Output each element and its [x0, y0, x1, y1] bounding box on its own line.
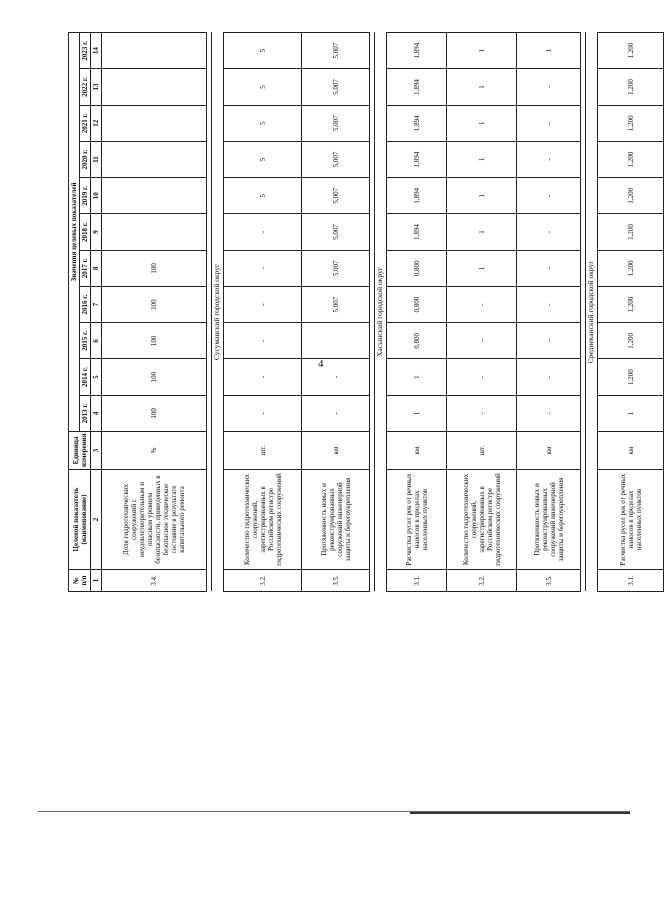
value-cell: 1,200	[598, 323, 664, 359]
value-cell	[102, 33, 207, 69]
value-cell: 1	[447, 141, 517, 177]
value-cell: 5,007	[302, 105, 370, 141]
value-cell	[102, 141, 207, 177]
row-number: 3.5.	[302, 570, 370, 592]
unit-cell: км	[517, 432, 581, 470]
value-cell: 1,200	[598, 105, 664, 141]
value-cell: -	[224, 286, 302, 322]
value-cell: 1	[447, 69, 517, 105]
value-cell: -	[447, 323, 517, 359]
value-cell: -	[302, 395, 370, 431]
value-cell: 1,894	[387, 33, 447, 69]
value-cell: 5,007	[302, 250, 370, 286]
header-year: 2019 г.	[80, 178, 91, 214]
value-cell: 5,007	[302, 286, 370, 322]
header-year: 2018 г.	[80, 214, 91, 250]
value-cell: -	[302, 359, 370, 395]
target-indicators-table	[68, 32, 664, 592]
value-cell: 1	[447, 105, 517, 141]
value-cell: 1,894	[387, 214, 447, 250]
value-cell: 1,894	[387, 178, 447, 214]
value-cell: 100	[102, 250, 207, 286]
value-cell: 1,200	[598, 359, 664, 395]
value-cell: 5	[224, 141, 302, 177]
value-cell: 1	[447, 33, 517, 69]
header-year: 2015 г.	[80, 323, 91, 359]
unit-cell: км	[598, 432, 664, 470]
header-year: 2016 г.	[80, 286, 91, 322]
value-cell: -	[447, 359, 517, 395]
value-cell: 5,007	[302, 141, 370, 177]
header-column-number: 8	[91, 250, 102, 286]
value-cell: 1	[447, 250, 517, 286]
indicator-name: Расчистка русел рек от речных наносов в пределах населенных пунктов	[387, 470, 447, 570]
unit-cell: %	[102, 432, 207, 470]
value-cell: -	[517, 323, 581, 359]
value-cell: -	[517, 105, 581, 141]
header-column-number: 1	[91, 570, 102, 592]
value-cell: 100	[102, 359, 207, 395]
value-cell: 1,200	[598, 141, 664, 177]
header-column-number: 14	[91, 33, 102, 69]
value-cell: 1,200	[598, 214, 664, 250]
indicator-name: Количество гидротехнических сооружений, зарегистрированных в Российском регистре гидротехнических сооружений	[447, 470, 517, 570]
value-cell: -	[517, 69, 581, 105]
value-cell: -	[224, 250, 302, 286]
value-cell: 1,894	[387, 141, 447, 177]
value-cell: 5	[224, 33, 302, 69]
value-cell: 1,894	[387, 69, 447, 105]
indicator-name: Протяженность новых и реконструированных сооружений инженерной защиты и берегоукрепления	[302, 470, 370, 570]
value-cell: 1,200	[598, 69, 664, 105]
value-cell: 1,200	[598, 33, 664, 69]
row-number: 3.2.	[224, 570, 302, 592]
header-column-number: 4	[91, 395, 102, 431]
header-year: 2023 г.	[80, 33, 91, 69]
unit-cell: шт.	[447, 432, 517, 470]
value-cell: 1	[517, 33, 581, 69]
header-column-number: 9	[91, 214, 102, 250]
value-cell: -	[517, 395, 581, 431]
value-cell: 0,800	[387, 323, 447, 359]
value-cell: 1,894	[387, 105, 447, 141]
unit-cell: км	[302, 432, 370, 470]
unit-cell: шт.	[224, 432, 302, 470]
header-year: 2014 г.	[80, 359, 91, 395]
value-cell: -	[517, 250, 581, 286]
header-column-number: 5	[91, 359, 102, 395]
value-cell: -	[224, 395, 302, 431]
section-title: Сусуманский городской округ	[212, 33, 224, 592]
value-cell: -	[517, 359, 581, 395]
value-cell: -	[517, 141, 581, 177]
header-year: 2020 г.	[80, 141, 91, 177]
header-year: 2013 г.	[80, 395, 91, 431]
value-cell	[102, 69, 207, 105]
value-cell: 100	[102, 395, 207, 431]
header-values-group: Значения целевых показателей	[69, 33, 80, 432]
row-number: 3.2.	[447, 570, 517, 592]
value-cell: 5	[224, 105, 302, 141]
value-cell: -	[224, 359, 302, 395]
value-cell: 1,200	[598, 286, 664, 322]
header-year: 2022 г.	[80, 69, 91, 105]
header-unit: Единица измерения	[69, 432, 91, 470]
header-no: № п/п	[69, 570, 91, 592]
indicator-name: Расчистка русел рек от речных наносов в пределах населенных пунктов	[598, 470, 664, 570]
value-cell: 100	[102, 286, 207, 322]
table-row	[447, 33, 517, 592]
header-column-number: 6	[91, 323, 102, 359]
page-number: 4	[318, 358, 324, 370]
value-cell: -	[517, 286, 581, 322]
value-cell: 0,800	[387, 250, 447, 286]
indicator-name: Доля гидротехнических сооружений с неудовлетворительным и опасным уровнем безопасности, приведенных в безопасное техническое состояние в результате капитального ремонта	[102, 470, 207, 570]
table-body	[102, 33, 664, 592]
section-title: Среднеканский городской округ	[586, 33, 598, 592]
row-number: 3.1.	[387, 570, 447, 592]
value-cell: -	[517, 178, 581, 214]
value-cell: 1	[387, 359, 447, 395]
indicator-name: Количество гидротехнических сооружений, зарегистрированных в Российском регистре гидротехнических сооружений	[224, 470, 302, 570]
header-year: 2017 г.	[80, 250, 91, 286]
header-column-number: 13	[91, 69, 102, 105]
value-cell: -	[517, 214, 581, 250]
value-cell: 5	[224, 69, 302, 105]
rotated-table-container	[68, 32, 643, 592]
table-row	[224, 33, 302, 592]
value-cell: 5	[224, 178, 302, 214]
value-cell	[302, 323, 370, 359]
value-cell: 100	[102, 323, 207, 359]
value-cell: 5,007	[302, 214, 370, 250]
header-column-number: 12	[91, 105, 102, 141]
section-title: Хасынский городской округ	[375, 33, 387, 592]
header-year: 2021 г.	[80, 105, 91, 141]
value-cell	[102, 214, 207, 250]
row-number: 3.5.	[517, 570, 581, 592]
section-row	[586, 33, 598, 592]
header-column-number: 3	[91, 432, 102, 470]
table-row	[517, 33, 581, 592]
header-column-numbers-row	[91, 33, 102, 592]
value-cell	[102, 105, 207, 141]
value-cell: 5,007	[302, 69, 370, 105]
value-cell: 1,200	[598, 250, 664, 286]
row-number: 3.1.	[598, 570, 664, 592]
section-row	[375, 33, 387, 592]
header-column-number: 2	[91, 470, 102, 570]
value-cell: 5,007	[302, 178, 370, 214]
header-column-number: 7	[91, 286, 102, 322]
value-cell: 0,800	[387, 286, 447, 322]
header-column-number: 10	[91, 178, 102, 214]
value-cell: 1	[387, 395, 447, 431]
value-cell: -	[447, 286, 517, 322]
indicator-name: Протяженность новых и реконструированных сооружений инженерной защиты и берегоукрепления	[517, 470, 581, 570]
table-row	[302, 33, 370, 592]
value-cell: 5,007	[302, 33, 370, 69]
row-number: 3.4.	[102, 570, 207, 592]
value-cell: 1	[598, 395, 664, 431]
table-row	[387, 33, 447, 592]
value-cell: 1	[447, 178, 517, 214]
value-cell: 1	[447, 214, 517, 250]
value-cell: -	[224, 214, 302, 250]
value-cell: 1,200	[598, 178, 664, 214]
section-row	[212, 33, 224, 592]
header-column-number: 11	[91, 141, 102, 177]
value-cell: -	[447, 395, 517, 431]
header-indicator: Целевой показатель (наименование)	[69, 470, 91, 570]
table-row	[598, 33, 664, 592]
bottom-rule-thick	[410, 812, 630, 814]
value-cell: -	[224, 323, 302, 359]
unit-cell: км	[387, 432, 447, 470]
value-cell	[102, 178, 207, 214]
table-row	[102, 33, 207, 592]
